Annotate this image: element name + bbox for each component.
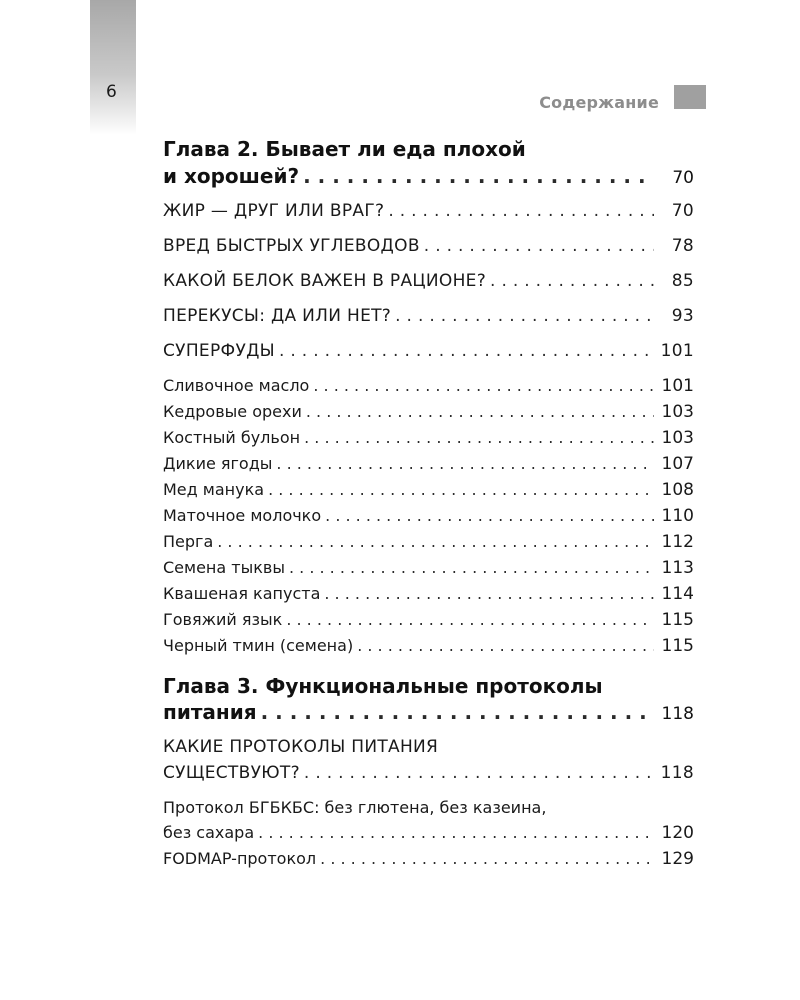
- section-label: ЖИР — ДРУГ ИЛИ ВРАГ?: [163, 201, 385, 221]
- item-label: Мед манука: [163, 480, 265, 499]
- leader-dots: [388, 201, 654, 221]
- leader-dots: [268, 480, 654, 499]
- chapter-2-page: 70: [672, 168, 694, 188]
- toc-section-entry[interactable]: [163, 271, 694, 291]
- item-page: 120: [661, 823, 694, 843]
- item-page: 114: [661, 584, 694, 604]
- item-page: 115: [661, 636, 694, 656]
- leader-dots: [286, 610, 654, 629]
- leader-dots: [424, 236, 654, 256]
- section-page: 78: [671, 236, 694, 256]
- leader-dots: [276, 454, 654, 473]
- leader-dots: [306, 402, 654, 421]
- item-page: 113: [661, 558, 694, 578]
- item-page: 129: [661, 849, 694, 869]
- leader-dots: [313, 376, 654, 395]
- item-label: Костный бульон: [163, 428, 301, 447]
- section-label: СУПЕРФУДЫ: [163, 341, 275, 361]
- leader-dots: [258, 823, 654, 842]
- item-page: 103: [661, 402, 694, 422]
- section-label: ВРЕД БЫСТРЫХ УГЛЕВОДОВ: [163, 236, 420, 256]
- section-page: 101: [660, 341, 694, 361]
- toc-item-entry[interactable]: [163, 454, 694, 474]
- section-label: ПЕРЕКУСЫ: ДА ИЛИ НЕТ?: [163, 306, 392, 326]
- section-label: КАКОЙ БЕЛОК ВАЖЕН В РАЦИОНЕ?: [163, 271, 487, 291]
- header-marker: [674, 85, 706, 109]
- leader-dots: [261, 700, 654, 724]
- toc-item-entry[interactable]: [163, 506, 694, 526]
- item-label: Маточное молочко: [163, 506, 322, 525]
- item-page: 103: [661, 428, 694, 448]
- chapter-2-title-line1[interactable]: Глава 2. Бывает ли еда плохой: [163, 137, 526, 161]
- toc-item-entry[interactable]: [163, 428, 694, 448]
- toc-section-entry[interactable]: [163, 201, 694, 221]
- item-label: Семена тыквы: [163, 558, 285, 577]
- item-page: 112: [661, 532, 694, 552]
- item-label: Черный тмин (семена): [163, 636, 354, 655]
- item-b1-line2: без сахара: [163, 823, 255, 842]
- item-page: 110: [661, 506, 694, 526]
- item-label: FODMAP-протокол: [163, 849, 317, 868]
- toc-section-entry[interactable]: [163, 306, 694, 326]
- toc-section-entry[interactable]: [163, 763, 694, 783]
- page-number: 6: [106, 82, 117, 102]
- item-label: Говяжий язык: [163, 610, 283, 629]
- toc-item-entry[interactable]: [163, 849, 694, 869]
- item-label: Перга: [163, 532, 214, 551]
- toc-item-entry[interactable]: [163, 532, 694, 552]
- toc-item-entry[interactable]: [163, 402, 694, 422]
- item-b1-line1[interactable]: Протокол БГБКБС: без глютена, без казеина,: [163, 798, 547, 817]
- toc-item-entry[interactable]: [163, 823, 694, 843]
- leader-dots: [325, 506, 654, 525]
- leader-dots: [357, 636, 654, 655]
- item-label: Дикие ягоды: [163, 454, 273, 473]
- leader-dots: [303, 164, 654, 188]
- toc-item-entry[interactable]: [163, 636, 694, 656]
- leader-dots: [395, 306, 654, 326]
- section-page: 85: [671, 271, 694, 291]
- leader-dots: [320, 849, 654, 868]
- leader-dots: [217, 532, 654, 551]
- item-label: Квашеная капуста: [163, 584, 321, 603]
- page-edge-tab: [90, 0, 136, 135]
- leader-dots: [324, 584, 654, 603]
- section-page: 118: [660, 763, 694, 783]
- toc-item-entry[interactable]: [163, 610, 694, 630]
- item-page: 107: [661, 454, 694, 474]
- toc-item-entry[interactable]: [163, 584, 694, 604]
- leader-dots: [304, 428, 654, 447]
- leader-dots: [289, 558, 654, 577]
- toc-item-entry[interactable]: [163, 376, 694, 396]
- toc-section-entry[interactable]: [163, 236, 694, 256]
- running-header-title: Содержание: [539, 93, 659, 112]
- leader-dots: [304, 763, 654, 783]
- item-page: 108: [661, 480, 694, 500]
- section-page: 70: [671, 201, 694, 221]
- chapter-2-entry[interactable]: [163, 164, 694, 188]
- item-label: Кедровые орехи: [163, 402, 302, 421]
- item-page: 115: [661, 610, 694, 630]
- chapter-3-title-line2: питания: [163, 700, 257, 724]
- chapter-3-page: 118: [661, 704, 694, 724]
- chapter-3-title-line1[interactable]: Глава 3. Функциональные протоколы: [163, 674, 603, 698]
- toc-section-entry[interactable]: [163, 341, 694, 361]
- section-b-title-line2: СУЩЕСТВУЮТ?: [163, 763, 300, 783]
- section-page: 93: [671, 306, 694, 326]
- chapter-3-entry[interactable]: [163, 700, 694, 724]
- section-b-title-line1[interactable]: КАКИЕ ПРОТОКОЛЫ ПИТАНИЯ: [163, 737, 439, 757]
- item-label: Сливочное масло: [163, 376, 310, 395]
- chapter-2-title-line2: и хорошей?: [163, 164, 300, 188]
- toc-item-entry[interactable]: [163, 480, 694, 500]
- item-page: 101: [661, 376, 694, 396]
- toc-item-entry[interactable]: [163, 558, 694, 578]
- leader-dots: [490, 271, 654, 291]
- leader-dots: [279, 341, 654, 361]
